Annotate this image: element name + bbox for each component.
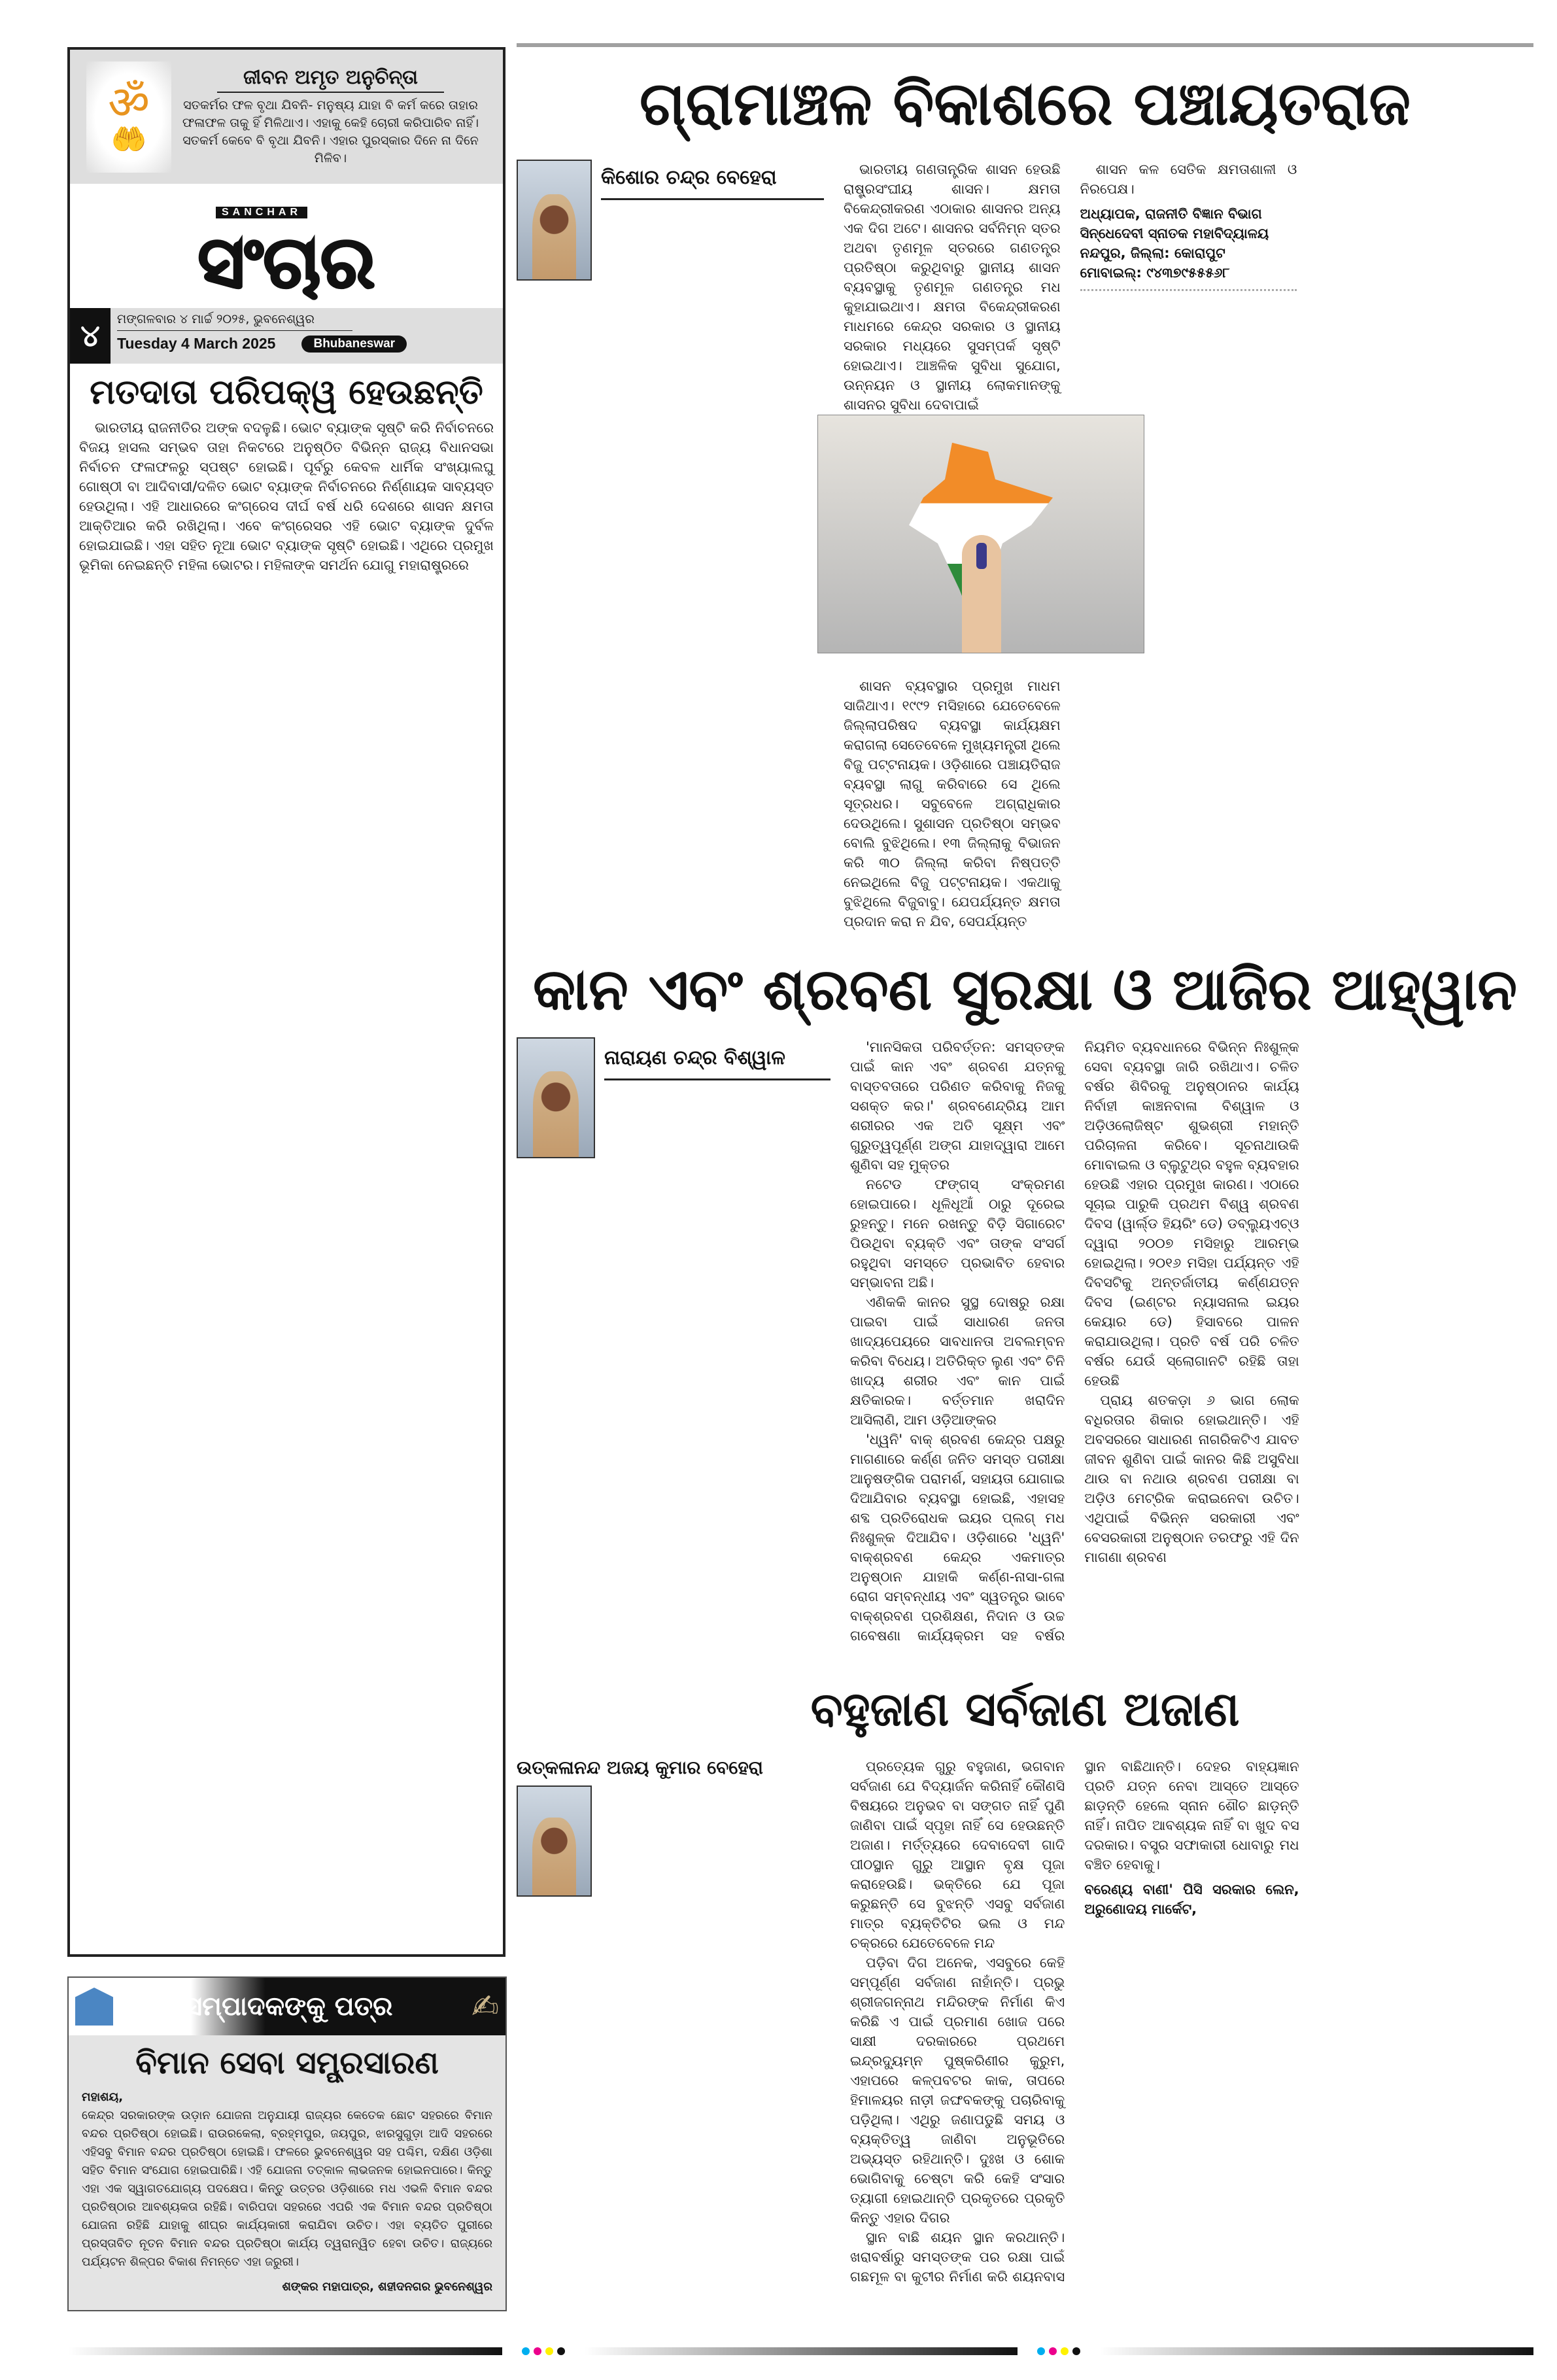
letters-section-title: ସମ୍ପାଦକଙ୍କୁ ପତ୍ର (185, 1992, 393, 2022)
top-rule (517, 43, 1533, 47)
article2-headline: କାନ ଏବଂ ଶ୍ରବଣ ସୁରକ୍ଷା ଓ ଆଜିର ଆହ୍ୱାନ (533, 956, 1517, 1023)
article-ear-hearing (517, 955, 1533, 1661)
editorial-paragraph: ଭାରତୀୟ ରାଜନୀତିର ଅଙ୍କ ବଦଳୁଛି। ଭୋଟ ବ୍ୟାଙ୍କ ସୃଷ୍ଟି କରି ନିର୍ବାଚନରେ ବିଜୟ ହାସଲ ସମ୍ଭବ ତାହା ନିକଟରେ ଅନୁଷ୍ଠିତ ବିଭିନ୍ନ ରାଜ୍ୟ ବିଧାନସଭା ନିର୍ବାଚନ ଫଳାଫଳରୁ ସ୍ପଷ୍ଟ ହୋଇଛି। ପୂର୍ବରୁ କେବଳ ଧାର୍ମିକ ସଂଖ୍ୟାଲଘୁ ଗୋଷ୍ଠୀ ବା ଆଦିବାସୀ/ଦଳିତ ଭୋଟ ବ୍ୟାଙ୍କ ନିର୍ବାଚନରେ ନିର୍ଣ୍ଣାୟକ ସାବ୍ୟସ୍ତ ହେଉଥିଲା। ଏହି ଆଧାରରେ କଂଗ୍ରେସ ଦୀର୍ଘ ବର୍ଷ ଧରି ଦେଶରେ ଶାସନ କ୍ଷମତା ଆକ୍ତିଆର କରି ରଖିଥିଲା। ଏବେ କଂଗ୍ରେସର ଏହି ଭୋଟ ବ୍ୟାଙ୍କ ଦୁର୍ବଳ ହୋଇଯାଇଛି। ଏହା ସହିତ ନୂଆ ଭୋଟ ବ୍ୟାଙ୍କ ସୃଷ୍ଟି ହୋଇଛି। ଏଥିରେ ପ୍ରମୁଖ ଭୂମିକା ନେଇଛନ୍ତି ମହିଳା ଭୋଟର। ମହିଳାଙ୍କ ସମର୍ଥନ ଯୋଗୁ ମହାରାଷ୍ଟ୍ରରେ (79, 420, 494, 573)
author-mobile: ମୋବାଇଲ୍: ୯୪୩୭୯୫୫୫୬୮ (1080, 265, 1230, 281)
author-photo (517, 1037, 595, 1158)
article1-paragraph: ଶାସନ ବ୍ୟବସ୍ଥାର ପ୍ରମୁଖ ମାଧମ ସାଜିଥାଏ। ୧୯୯୨ ମସିହାରେ ଯେତେବେଳେ ଜିଲ୍ଲାପରିଷଦ ବ୍ୟବସ୍ଥା କାର୍ଯ୍ୟକ୍ଷମ କରାଗଲା ସେତେବେଳେ ମୁଖ୍ୟମନ୍ତ୍ରୀ ଥିଲେ ବିଜୁ ପଟ୍ଟନାୟକ। ଓଡ଼ିଶାରେ ପଞ୍ଚାୟତିରାଜ ବ୍ୟବସ୍ଥା ଲାଗୁ କରିବାରେ ସେ ଥିଲେ ସୂତ୍ରଧର। ସବୁବେଳେ ଅଗ୍ରାଧିକାର ଦେଉଥିଲେ। ସୁଶାସନ ପ୍ରତିଷ୍ଠା ସମ୍ଭବ ବୋଲି ବୁଝିଥିଲେ। ୧୩ ଜିଲ୍ଲାକୁ ବିଭାଜନ କରି ୩୦ ଜିଲ୍ଲା କରିବା ନିଷ୍ପତ୍ତି ନେଇଥିଲେ ବିଜୁ ପଟ୍ଟନାୟକ। ଏକଥାକୁ ବୁଝିଥିଲେ ବିଜୁବାବୁ। ଯେପର୍ଯ୍ୟନ୍ତ କ୍ଷମତା ପ୍ରଦାନ କରା ନ ଯିବ, ସେପର୍ଯ୍ୟନ୍ତ (844, 678, 1061, 930)
article1-headline: ଗ୍ରାମାଞ୍ଚଳ ବିକାଶରେ ପଞ୍ଚାୟତରାଜ (639, 69, 1411, 139)
article3-headline: ବହୁଜାଣ ସର୍ବଜାଣ ଅଜାଣ (810, 1682, 1240, 1736)
article2-paragraph: ପ୍ରାୟ ଶତକଡ଼ା ୬ ଭାଗ ଲୋକ ବଧିରତାର ଶିକାର ହୋଇଥାନ୍ତି। ଏହି ଅବସରରେ ସାଧାରଣ ନାଗରିକଟିଏ ଯାବତ ଜୀବନ ଶୁଣିବା ପାଇଁ କାନର କିଛି ଅସୁବିଧା ଥାଉ ବା ନଥାଉ ଶ୍ରବଣ ପରୀକ୍ଷା ବା ଅଡ଼ିଓ ମେଟ୍ରିକ କରାଇନେବା ଉଚିତ। ଏଥିପାଇଁ ବିଭିନ୍ନ ସରକାରୀ ଏବଂ ବେସରକାରୀ ଅନୁଷ୍ଠାନ ତରଫରୁ ଏହି ଦିନ ମାଗଣା ଶ୍ରବଣ (1084, 1392, 1299, 1565)
page-number: ୪ (70, 308, 111, 364)
masthead (70, 184, 503, 308)
registration-marks (69, 2347, 1533, 2356)
article2-paragraph: 'ମାନସିକତା ପରିବର୍ତ୍ତନ: ସମସ୍ତଙ୍କ ପାଇଁ କାନ ଏବଂ ଶ୍ରବଣ ଯତ୍ନକୁ ବାସ୍ତବତାରେ ପରିଣତ କରିବାକୁ ନିଜକୁ ସଶକ୍ତ କର।' ଶ୍ରବଣେନ୍ଦ୍ରିୟ ଆମ ଶରୀରର ଏକ ଅତି ସୂକ୍ଷ୍ମ ଏବଂ ଗୁରୁତ୍ୱପୂର୍ଣ୍ଣ ଅଙ୍ଗ ଯାହାଦ୍ୱାରା ଆମେ ଶୁଣିବା ସହ ମୁକ୍ତର (850, 1039, 1065, 1173)
inked-finger (962, 535, 1001, 653)
writing-hand-icon: ✍ (471, 1988, 499, 2026)
editorial-headline: ମତଦାତା ପରିପକ୍ୱ ହେଉଛନ୍ତି (90, 373, 483, 412)
letter-signature: ଶଙ୍କର ମହାପାତ୍ର, ଶହୀଦନଗର ଭୁବନେଶ୍ୱର (282, 2280, 492, 2294)
article-panchayat-raj (517, 54, 1533, 950)
article3-paragraph: ସ୍ଥାନ ବାଛି ଶୟନ ସ୍ଥାନ କରଥାନ୍ତି। ଖରାବର୍ଷାରୁ ସମସ୍ତଙ୍କ ପର ରକ୍ଷା ପାଇଁ ଗଛମୂଳ ବା କୁଟୀର ନିର୍ମାଣ କରି ଶୟନବାସ ସ୍ଥାନ ବାଛିଥାନ୍ତି। ଦେହର ବାହ୍ୟଜ୍ଞାନ ପ୍ରତି ଯତ୍ନ ନେବା ଆସ୍ତେ ଆସ୍ତେ ଛାଡ଼ନ୍ତି ହେଲେ ସ୍ନାନ ଶୌଚ ଛାଡ଼ନ୍ତି ନାହିଁ। ନାପିତ ଆବଶ୍ୟକ ନାହିଁ ବା ଖୁଦ ବସ ଦରକାର। ବସ୍ତ୍ର ସଫାକାରୀ ଧୋବାରୁ ମଧ ବଞ୍ଚିତ ହେବାକୁ। (850, 1759, 1299, 2285)
dateline (70, 308, 503, 364)
left-column (67, 47, 505, 1957)
letter-salutation: ମହାଶୟ, (82, 2090, 124, 2104)
thought-of-the-day (70, 50, 503, 184)
article1-paragraph: ଶାସନ କଳ ସେତିକ କ୍ଷମତାଶାଳୀ ଓ ନିରପେକ୍ଷ। (1080, 162, 1297, 198)
city-badge: Bhubaneswar (301, 336, 407, 353)
author-photo (517, 160, 592, 281)
article3-body (850, 1757, 1533, 2300)
article1-paragraph: ଭାରତୀୟ ଗଣତାନ୍ତ୍ରିକ ଶାସନ ହେଉଛି ରାଷ୍ଟ୍ରସଂଘୀୟ ଶାସନ। କ୍ଷମତା ବିକେନ୍ଦ୍ରୀକରଣ ଏଠାକାର ଶାସନର ଅନ୍ୟ ଏକ ଦିଗ ଅଟେ। ଶାସନର ସର୍ବନିମ୍ନ ସ୍ତର ଅଥବା ତୃଣମୂଳ ସ୍ତରରେ ଗଣତନ୍ତ୍ର ପ୍ରତିଷ୍ଠା କରୁଥିବାରୁ ସ୍ଥାନୀୟ ଶାସନ ବ୍ୟବସ୍ଥାକୁ ତୃଣମୂଳ ଗଣତନ୍ତ୍ର ମଧ କୁହାଯାଇଥାଏ। କ୍ଷମତା ବିକେନ୍ଦ୍ରୀକରଣ ମାଧମରେ କେନ୍ଦ୍ର ସରକାର ଓ ସ୍ଥାନୀୟ ସରକାର ମଧ୍ୟରେ ସୁସମ୍ପର୍କ ସୃଷ୍ଟି ହୋଇଥାଏ। ଆଞ୍ଚଳିକ ସୁବିଧା ସୁଯୋଗ, ଉନ୍ନୟନ ଓ ସ୍ଥାନୀୟ ଲୋକମାନଙ୍କୁ ଶାସନର ସୁବିଧା ଦେବାପାଇଁ (844, 162, 1061, 413)
thought-body: ସତକର୍ମର ଫଳ ବୃଥା ଯିବନି- ମନୁଷ୍ୟ ଯାହା ବି କର୍ମ କରେ ତାହାର ଫଳାଫଳ ତାକୁ ହିଁ ମିଳିଥାଏ। ଏହାକୁ କେହି ଚୋରୀ କରିପାରିବ ନାହିଁ। ସତକର୍ମ କେବେ ବି ବୃଥା ଯିବନି। ଏହାର ପୁରସ୍କାର ଦିନେ ନା ଦିନେ ମିଳିବ। (182, 98, 479, 165)
article2-paragraph: 'ଧ୍ୱନି' ବାକ୍ ଶ୍ରବଣ କେନ୍ଦ୍ର ପକ୍ଷରୁ ମାଗଣାରେ କର୍ଣ୍ଣ ଜନିତ ସମସ୍ତ ପରୀକ୍ଷା ଆନୁଷଙ୍ଗିକ ପରାମର୍ଶ, ସହାୟତା ଯୋଗାଇ ଦିଆଯିବାର ବ୍ୟବସ୍ଥା ହୋଇଛି, ଏହାସହ ଶବ୍ଦ ପ୍ରତିରୋଧକ ଇୟର ପ୍ଲଗ୍ ମଧ ନିଃଶୁଳ୍କ ଦିଆଯିବ। ଓଡ଼ିଶାରେ 'ଧ୍ୱନି' ବାକ୍‌ଶ୍ରବଣ କେନ୍ଦ୍ର ଏକମାତ୍ର ଅନୁଷ୍ଠାନ ଯାହାକି କର୍ଣ୍ଣ-ନାସା-ଗଳା ରୋଗ ସମ୍ବନ୍ଧୀୟ ଏବଂ ସ୍ୱତନ୍ତ୍ର ଭାବେ ବାକ୍‌ଶ୍ରବଣ ପ୍ରଶିକ୍ଷଣ, ନିଦାନ ଓ ଉଚ୍ଚ ଗବେଷଣା କାର୍ଯ୍ୟକ୍ରମ ସହ ବର୍ଷର ନିୟମିତ ବ୍ୟବଧାନରେ ବିଭିନ୍ନ ନିଃଶୁଳ୍କ ସେବା ବ୍ୟବସ୍ଥା ଜାରି ରଖିଥାଏ। ଚଳିତ ବର୍ଷର ଶିବିରକୁ ଅନୁଷ୍ଠାନର କାର୍ଯ୍ୟ ନିର୍ବାହୀ କାଞ୍ଚନବାଳା ବିଶ୍ୱାଳ ଓ ଅଡ଼ିଓଲୋଜିଷ୍ଟ ଶୁଭଶ୍ରୀ ମହାନ୍ତି ପରିଚାଳନା କରିବେ। ସୂଚନାଥାଉକି ମୋବାଇଲ ଓ ବ୍ଲୁଟୁଥ୍‌ର ବହୁଳ ବ୍ୟବହାର ହେଉଛି ଏହାର ପ୍ରମୁଖ କାରଣ। ଏଠାରେ ସୂଚାଇ ପାରୁକି ପ୍ରଥମ ବିଶ୍ୱ ଶ୍ରବଣ ଦିବସ (ୱାର୍ଲ୍ଡ ହିୟରିଂ ଡେ) ଡବ୍ଲ୍ୟୁଏଚ୍‌ଓ ଦ୍ୱାରା ୨୦୦୭ ମସିହାରୁ ଆରମ୍ଭ ହୋଇଥିଲା। ୨୦୧୬ ମସିହା ପର୍ଯ୍ୟନ୍ତ ଏହି ଦିବସଟିକୁ ଅନ୍ତର୍ଜାତୀୟ କର୍ଣ୍ଣଯତ୍ନ ଦିବସ (ଇଣ୍ଟର ନ୍ୟାସନାଲ ଇୟର କେୟାର ଡେ) ହିସାବରେ ପାଳନ କରାଯାଉଥିଲା। ପ୍ରତି ବର୍ଷ ପରି ଚଳିତ ବର୍ଷର ଯେଉଁ ସ୍ଲୋଗାନଟି ରହିଛି ତାହା ହେଉଛି (850, 1039, 1299, 1644)
om-hands-logo (86, 61, 171, 173)
odia-date: ମଙ୍ଗଳବାର ୪ ମାର୍ଚ୍ଚ ୨୦୨୫, ଭୁବନେଶ୍ୱର (117, 312, 352, 331)
english-date: Tuesday 4 March 2025 (117, 335, 276, 352)
author-college: ସିନ୍ଧେଦେବୀ ସ୍ନାତକ ମହାବିଦ୍ୟାଳୟ (1080, 226, 1269, 242)
article2-body (850, 1037, 1533, 1652)
article3-signoff: ବରେଣ୍ୟ ବାଣୀ' ପିସି ସରକାର ଲେନ, ଅରୁଣୋଦୟ ମାର୍କେଟ, (1084, 1882, 1299, 1918)
letter-headline: ବିମାନ ସେବା ସମ୍ପ୍ରସାରଣ (135, 2044, 439, 2081)
author-place: ନନ୍ଦପୁର, ଜିଲ୍ଲା: କୋରାପୁଟ (1080, 245, 1225, 262)
india-map-voting-image (817, 415, 1144, 653)
om-icon: ॐ (108, 75, 150, 129)
editorial-body (70, 418, 503, 575)
article3-paragraph: ପ୍ରତ୍ୟେକ ଗୁରୁ ବହୁଜାଣ, ଭଗବାନ ସର୍ବଜାଣ ଯେ ବିଦ୍ୟାର୍ଜନ କରିନାହିଁ କୌଣସି ବିଷୟରେ ଅନୁଭବ ବା ସଙ୍ଗତ ନାହିଁ ପୁଣି ଜାଣିବା ପାଇଁ ସ୍ପୃହା ନାହିଁ ସେ ହେଉଛନ୍ତି ଅଜାଣ। ମର୍ତ୍ତ୍ୟରେ ଦେବାଦେବୀ ଗାଦି ପୀଠସ୍ଥାନ ଗୁରୁ ଆସ୍ଥାନ ବୃକ୍ଷ ପୂଜା କରାହେଉଛି। ଭକ୍ତିରେ ଯେ ପୂଜା କରୁଛନ୍ତି ସେ ବୁଝନ୍ତି ଏସବୁ ସର୍ବଜାଣ ମାତ୍ର ବ୍ୟକ୍ତିଟିର ଭଲ ଓ ମନ୍ଦ ଚକ୍ରରେ ଯେତେବେଳେ ମନ୍ଦ (850, 1759, 1065, 1952)
author-designation: ଅଧ୍ୟାପକ, ରାଜନୀତି ବିଜ୍ଞାନ ବିଭାଗ (1080, 206, 1262, 222)
article2-paragraph: ଏଣିକକି କାନର ସୁସ୍ଥ ଦୋଷରୁ ରକ୍ଷା ପାଇବା ପାଇଁ ସାଧାରଣ ଜନତା ଖାଦ୍ୟପେୟରେ ସାବଧାନତା ଅବଲମ୍ବନ କରିବା ବିଧେୟ। ଅତିରିକ୍ତ ଲୁଣ ଏବଂ ଚିନି ଖାଦ୍ୟ ଶରୀର ଏବଂ କାନ ପାଇଁ କ୍ଷତିକାରକ। ବର୍ତ୍ତମାନ ଖରାଦିନ ଆସିଲାଣି, ଆମ ଓଡ଼ିଆଙ୍କର (850, 1294, 1065, 1428)
envelope-icon (75, 1988, 113, 2026)
thought-title: ଜୀବନ ଅମୃତ ଅନୁଚିନ୍ତା (217, 66, 444, 93)
divider (1080, 289, 1297, 291)
article-bahujana (517, 1681, 1533, 2322)
masthead-odia: ସଂଚାର (197, 220, 375, 304)
article3-author: ଉତ୍କଳାନନ୍ଦ ଅଜୟ କୁମାର ବେହେରା (517, 1757, 763, 1779)
article2-author: ନାରାୟଣ ଚନ୍ଦ୍ର ବିଶ୍ୱାଳ (604, 1046, 830, 1080)
article2-paragraph: ନଟେଡ ଫଙ୍ଗସ୍ ସଂକ୍ରମଣ ହୋଇପାରେ। ଧୂଳିଧୂଆଁ ଠାରୁ ଦୂରେଇ ରୁହନ୍ତୁ। ମନେ ରଖନ୍ତୁ ବିଡ଼ି ସିଗାରେଟ ପିଉଥିବା ବ୍ୟକ୍ତି ଏବଂ ତାଙ୍କ ସଂସର୍ଗ ରହୁଥିବା ସମସ୍ତେ ପ୍ରଭାବିତ ହେବାର ସମ୍ଭାବନା ଅଛି। (850, 1176, 1065, 1290)
article1-author: କିଶୋର ଚନ୍ଦ୍ର ବେହେରା (601, 166, 824, 200)
masthead-english: SANCHAR (216, 207, 307, 218)
article3-paragraph: ପଡ଼ିବା ଦିଗ ଅନେକ, ଏସବୁରେ କେହି ସମ୍ପୂର୍ଣ୍ଣ ସର୍ବଜାଣ ନାହାଁନ୍ତି। ପ୍ରଭୁ ଶ୍ରୀଜଗନ୍ନାଥ ମନ୍ଦିରଙ୍କ ନିର୍ମାଣ କିଏ କରିଛି ଏ ପାଇଁ ପ୍ରମାଣ ଖୋଜ ପରେ ସାକ୍ଷୀ ଦରକାରରେ ପ୍ରଥମେ ଇନ୍ଦ୍ରଦ୍ୟୁମ୍ନ ପୁଷ୍କରିଣୀର କୁରୁମ, ଏହାପରେ କଳ୍ପବଟର କାକ, ତାପରେ ହିମାଳୟର ନାଡ଼ୀ ଜଙ୍ଘବକଙ୍କୁ ପଚାରିବାକୁ ପଡ଼ିଥିଲା। ଏଥିରୁ ଜଣାପଡୁଛି ସମୟ ଓ ବ୍ୟକ୍ତିତ୍ୱ ଜାଣିବା ଅନୁଭୂତିରେ ଅଭ୍ୟସ୍ତ ରହିଥାନ୍ତି। ଦୁଃଖ ଓ ଶୋକ ଭୋଗିବାକୁ ଚେଷ୍ଟା କରି କେହି ସଂସାର ତ୍ୟାଗୀ ହୋଇଥାନ୍ତି ପ୍ରକୃତରେ ପ୍ରକୃତି କିନ୍ତୁ ଏହାର ଦିଗର (850, 1955, 1065, 2226)
author-photo (517, 1785, 592, 1897)
letters-to-editor (67, 1976, 507, 2311)
hands-icon: 🤲 (111, 122, 147, 156)
article1-signoff (1080, 204, 1297, 283)
letter-text: କେନ୍ଦ୍ର ସରକାରଙ୍କ ଉଡ଼ାନ ଯୋଜନା ଅନୁଯାୟୀ ରାଜ୍ୟର କେତେକ ଛୋଟ ସହରରେ ବିମାନ ବନ୍ଦର ପ୍ରତିଷ୍ଠା ହୋଇଛି। ରାଉରକେଲା, ବ୍ରହ୍ମପୁର, ଜୟପୁର, ଝାରସୁଗୁଡ଼ା ଆଦି ସହରରେ ଏହିସବୁ ବିମାନ ବନ୍ଦର ପ୍ରତିଷ୍ଠା ହୋଇଛି। ଫଳରେ ଭୁବନେଶ୍ୱର ସହ ପଶ୍ଚିମ, ଦକ୍ଷିଣ ଓଡ଼ିଶା ସହିତ ବିମାନ ସଂଯୋଗ ହୋଇପାରିଛି। ଏହି ଯୋଜନା ତତ୍କାଳ ଲାଭଜନକ ହୋଇନପାରେ। କିନ୍ତୁ ଏହା ଏକ ସ୍ୱାଗତଯୋଗ୍ୟ ପଦକ୍ଷେପ। କିନ୍ତୁ ଉତ୍ତର ଓଡ଼ିଶାରେ ମଧ ଏଭଳି ବିମାନ ବନ୍ଦର ପ୍ରତିଷ୍ଠାର ଆବଶ୍ୟକତା ରହିଛି। ବାରିପଦା ସହରରେ ଏପରି ଏକ ବିମାନ ବନ୍ଦର ପ୍ରତିଷ୍ଠା ଯୋଜନା ରହିଛି ଯାହାକୁ ଶୀଘ୍ର କାର୍ଯ୍ୟକାରୀ କରାଯିବା ଉଚିତ। ଏହା ବ୍ୟତିତ ପୁରୀରେ ପ୍ରସ୍ତାବିତ ନୂତନ ବିମାନ ବନ୍ଦର ପ୍ରତିଷ୍ଠା କାର୍ଯ୍ୟ ତ୍ୱରାନ୍ୱିତ ହେବା ଉଚିତ। ରାଜ୍ୟରେ ପର୍ଯ୍ୟଟନ ଶିଳ୍ପର ବିକାଶ ନିମନ୍ତେ ଏହା ଜରୁରୀ। (82, 2109, 492, 2269)
